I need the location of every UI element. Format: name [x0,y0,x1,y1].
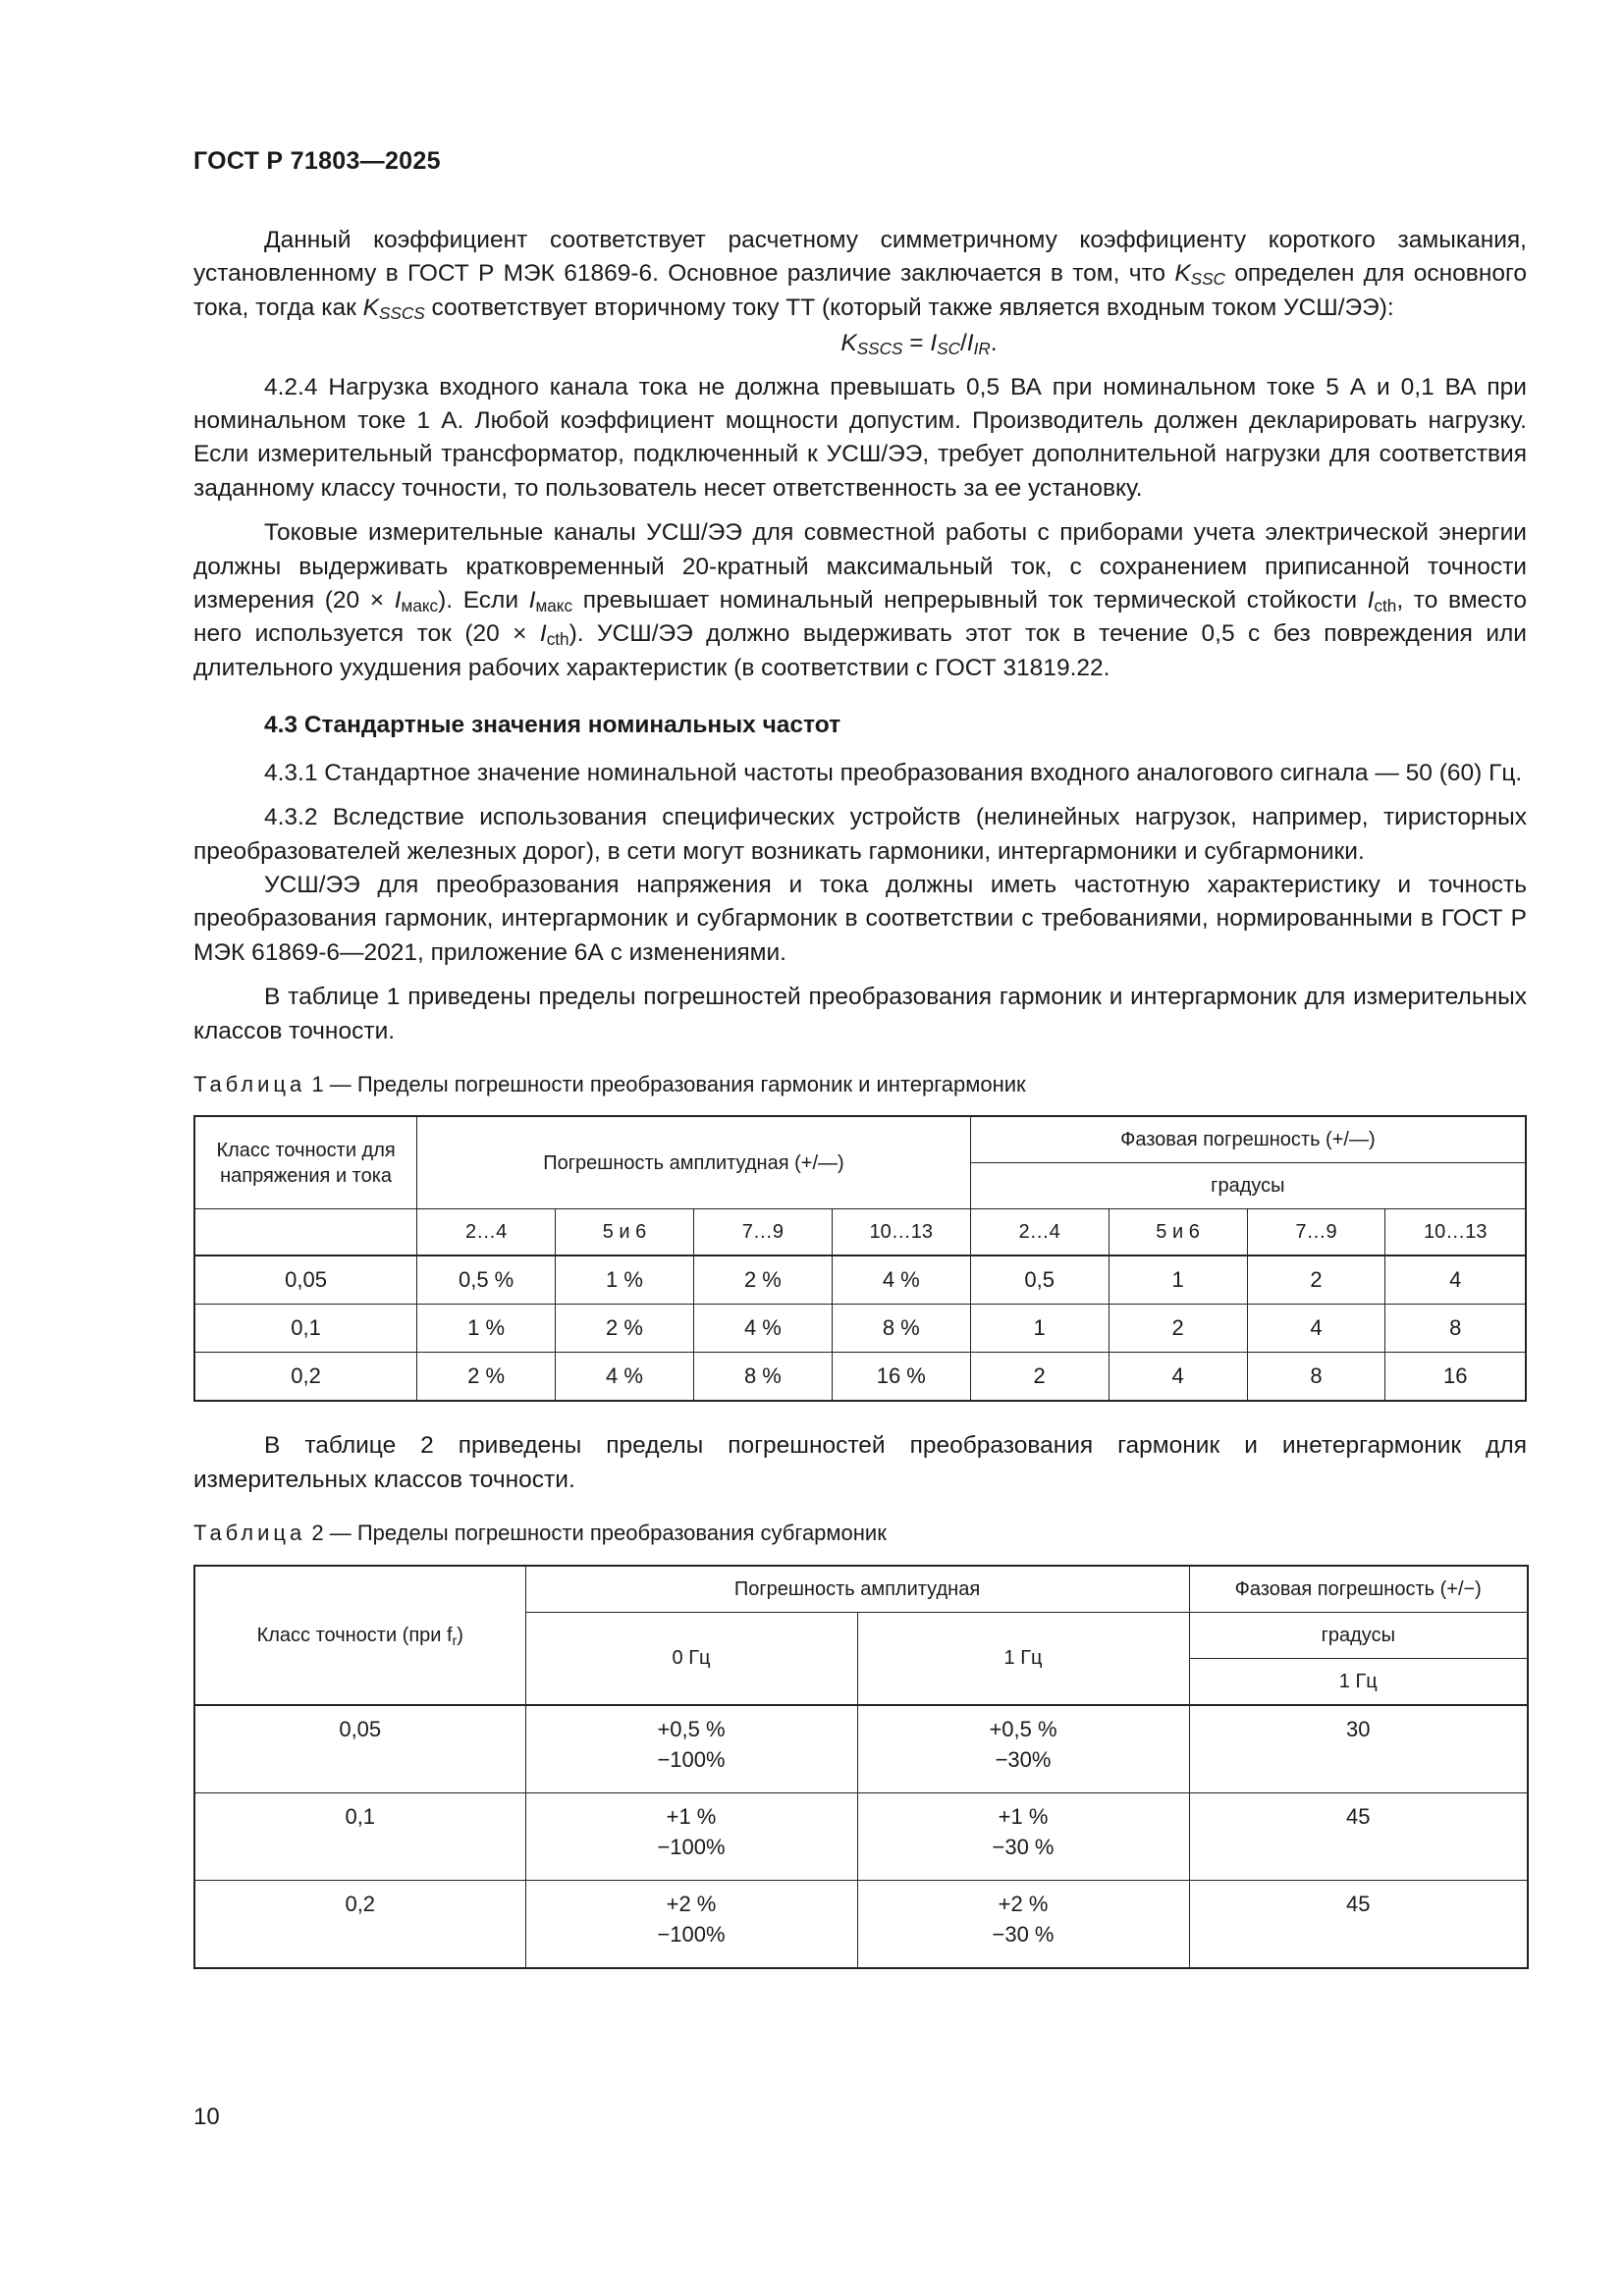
table1-subheader: 5 и 6 [1109,1209,1247,1256]
table-cell: 0,2 [194,1880,525,1968]
table-cell: 4 % [693,1305,832,1353]
table2-header-degrees: градусы [1189,1612,1528,1658]
table1-subheader: 10…13 [1385,1209,1526,1256]
table-row [194,1353,1526,1402]
table-cell: 45 [1189,1880,1528,1968]
table-cell: 4 % [832,1255,970,1305]
table-cell: 8 [1247,1353,1385,1402]
paragraph-table2-intro: В таблице 2 приведены пределы погрешностей преобразования гармоник и инетергармоник для измерительных классов точности. [193,1432,1527,1493]
document-header: ГОСТ Р 71803—2025 [193,147,441,175]
table1-subheader: 5 и 6 [556,1209,694,1256]
table-cell: 0,1 [194,1792,525,1880]
section-heading-4-3: 4.3 Стандартные значения номинальных частот [264,712,841,739]
table1-subheader: 10…13 [832,1209,970,1256]
table-cell: +1 % −30 % [857,1792,1189,1880]
table-cell: 2 [970,1353,1109,1402]
table2-header-phase: Фазовая погрешность (+/−) [1189,1566,1528,1613]
table-cell: 30 [1189,1705,1528,1793]
table1-header-class: Класс точности для напряжения и тока [194,1116,417,1209]
table-cell: 8 [1385,1305,1526,1353]
table-cell: 1 % [556,1255,694,1305]
table-cell: +2 % −100% [525,1880,857,1968]
table-row [194,1792,1528,1880]
paragraph-4-3-2: 4.3.2 Вследствие использования специфических устройств (нелинейных нагрузок, например, тиристорных преобразователей железных дорог), в сети могут возникать гармоники, интергармоники и субгармоники. [193,804,1527,865]
table-cell: 2 [1109,1305,1247,1353]
table-row [194,1705,1528,1793]
table2-header-1hz: 1 Гц [857,1612,1189,1705]
table-cell: 0,05 [194,1255,417,1305]
table-cell: 2 [1247,1255,1385,1305]
table2-caption: Таблица 2 — Пределы погрешности преобразования субгармоник [193,1521,887,1546]
table-row [194,1255,1526,1305]
table-cell: +0,5 % −30% [857,1705,1189,1793]
table1-header-phase: Фазовая погрешность (+/—) [970,1116,1526,1163]
document-body [193,224,1527,1969]
document-page [193,0,1527,2296]
table2-header-0hz: 0 Гц [525,1612,857,1705]
table-cell: 0,1 [194,1305,417,1353]
table-cell: 0,5 % [417,1255,556,1305]
table-cell: +0,5 % −100% [525,1705,857,1793]
table1-header-degrees: градусы [970,1163,1526,1209]
table-cell: 1 [1109,1255,1247,1305]
table2-header-1hz-phase: 1 Гц [1189,1658,1528,1705]
table-cell: +1 % −100% [525,1792,857,1880]
paragraph-4-3-1: 4.3.1 Стандартное значение номинальной частоты преобразования входного аналогового сигнала — 50 (60) Гц. [264,759,1523,786]
table1-subheader: 2…4 [417,1209,556,1256]
table-cell: 0,5 [970,1255,1109,1305]
table1-subheader: 2…4 [970,1209,1109,1256]
table-cell: 8 % [693,1353,832,1402]
paragraph-current-channels: Токовые измерительные каналы УСШ/ЭЭ для совместной работы с приборами учета электрической энергии должны выдерживать кратковременный 20-кратный максимальный ток, с сохранением приписанной точности измерения $(20 \times I_{макс})$. Если $I_{макс}$ превышает номинальный непрерывный ток термической стойкости $I_{cth}$, то вместо него используется ток $(20 \times I_{cth})$. УСШ/ЭЭ должно выдерживать этот ток в течение 0,5 с без повреждения или длительного ухудшения рабочих характеристик (в соответствии с ГОСТ 31819.22. [193,519,1528,681]
table-cell: 2 % [417,1353,556,1402]
table2-subharmonics [193,1565,1529,1969]
formula-ksscs: $K_{SSCS} = I_{SC}/I_{IR}$. [840,330,998,359]
page-number: 10 [193,2104,220,2130]
paragraph-table1-intro: В таблице 1 приведены пределы погрешностей преобразования гармоник и интергармоник для измерительных классов точности. [193,984,1527,1044]
table-cell: 2 % [556,1305,694,1353]
table2-header-class: Класс точности (при $f_r$) [194,1566,525,1705]
table-cell: 2 % [693,1255,832,1305]
table-cell: 1 % [417,1305,556,1353]
paragraph-4-2-4: 4.2.4 Нагрузка входного канала тока не должна превышать 0,5 ВА при номинальном токе 5 А и 0,1 ВА при номинальном токе 1 А. Любой коэффициент мощности допустим. Производитель должен декларировать нагрузку. Если измерительный трансформатор, подключенный к УСШ/ЭЭ, требует дополнительной нагрузки для соответствия заданному классу точности, то пользователь несет ответственность за ее установку. [193,373,1527,502]
table-cell: 4 [1247,1305,1385,1353]
table1-subheader: 7…9 [1247,1209,1385,1256]
paragraph-frequency-response: УСШ/ЭЭ для преобразования напряжения и тока должны иметь частотную характеристику и точность преобразования гармоник, интергармоник и субгармоник в соответствии с требованиями, нормированными в ГОСТ Р МЭК 61869-6—2021, приложение 6А с изменениями. [193,871,1527,966]
table-cell: 45 [1189,1792,1528,1880]
table1-caption: Таблица 1 — Пределы погрешности преобразования гармоник и интергармоник [193,1071,1026,1096]
table-row [194,1305,1526,1353]
table-cell: +2 % −30 % [857,1880,1189,1968]
table-cell: 4 % [556,1353,694,1402]
table1-subheader: 7…9 [693,1209,832,1256]
paragraph-kssc: Данный коэффициент соответствует расчетному симметричному коэффициенту короткого замыкания, установленному в ГОСТ Р МЭК 61869-6. Основное различие заключается в том, что $K_{SSC}$ определен для основного тока, тогда как $K_{SSCS}$ соответствует вторичному току ТТ (который также является входным током УСШ/ЭЭ): [193,227,1527,323]
table-cell: 4 [1385,1255,1526,1305]
table1-header-empty [194,1209,417,1256]
table-cell: 16 [1385,1353,1526,1402]
table-cell: 8 % [832,1305,970,1353]
table-cell: 0,05 [194,1705,525,1793]
table1-harmonics [193,1115,1527,1402]
table-row [194,1880,1528,1968]
table2-header-amplitude: Погрешность амплитудная [525,1566,1189,1613]
table-cell: 16 % [832,1353,970,1402]
table-cell: 0,2 [194,1353,417,1402]
table-cell: 4 [1109,1353,1247,1402]
table1-header-amplitude: Погрешность амплитудная (+/—) [417,1116,971,1209]
table-cell: 1 [970,1305,1109,1353]
